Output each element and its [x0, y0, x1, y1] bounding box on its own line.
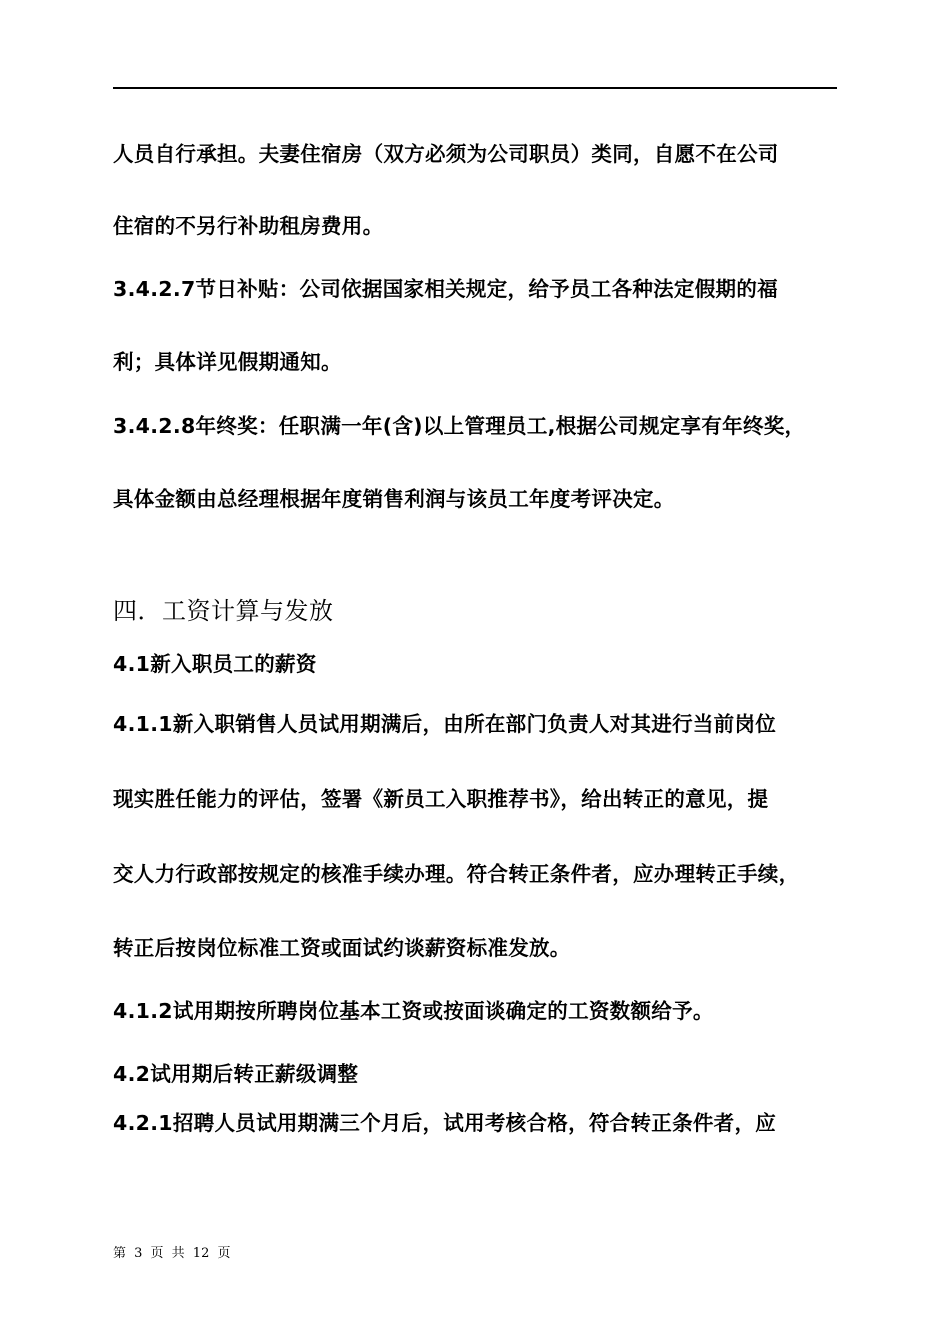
body-line-1: 人员自行承担。夫妻住宿房（双方必须为公司职员）类同，自愿不在公司	[113, 142, 779, 166]
body-line-6: 具体金额由总经理根据年度销售利润与该员工年度考评决定。	[113, 487, 675, 511]
body-line-12: 4.1.2试用期按所聘岗位基本工资或按面谈确定的工资数额给予。	[113, 999, 714, 1023]
body-line-4: 利；具体详见假期通知。	[113, 350, 342, 374]
body-line-2: 住宿的不另行补助租房费用。	[113, 214, 384, 238]
subsection-title-4-2: 4.2试用期后转正薪级调整	[113, 1062, 359, 1086]
header-rule	[113, 87, 837, 89]
page-footer: 第 3 页 共 12 页	[113, 1246, 231, 1261]
body-line-9: 现实胜任能力的评估，签署《新员工入职推荐书》，给出转正的意见，提	[113, 787, 769, 811]
body-line-10: 交人力行政部按规定的核准手续办理。符合转正条件者，应办理转正手续，	[113, 862, 800, 886]
body-line-14: 4.2.1招聘人员试用期满三个月后，试用考核合格，符合转正条件者，应	[113, 1111, 777, 1135]
body-line-11: 转正后按岗位标准工资或面试约谈薪资标准发放。	[113, 936, 571, 960]
body-line-8: 4.1.1新入职销售人员试用期满后，由所在部门负责人对其进行当前岗位	[113, 712, 777, 736]
section-heading: 四．工资计算与发放	[113, 597, 334, 625]
body-line-3: 3.4.2.7节日补贴：公司依据国家相关规定，给予员工各种法定假期的福	[113, 277, 778, 301]
subsection-title-4-1: 4.1新入职员工的薪资	[113, 652, 317, 676]
body-line-5: 3.4.2.8年终奖：任职满一年(含)以上管理员工,根据公司规定享有年终奖，	[113, 414, 806, 438]
